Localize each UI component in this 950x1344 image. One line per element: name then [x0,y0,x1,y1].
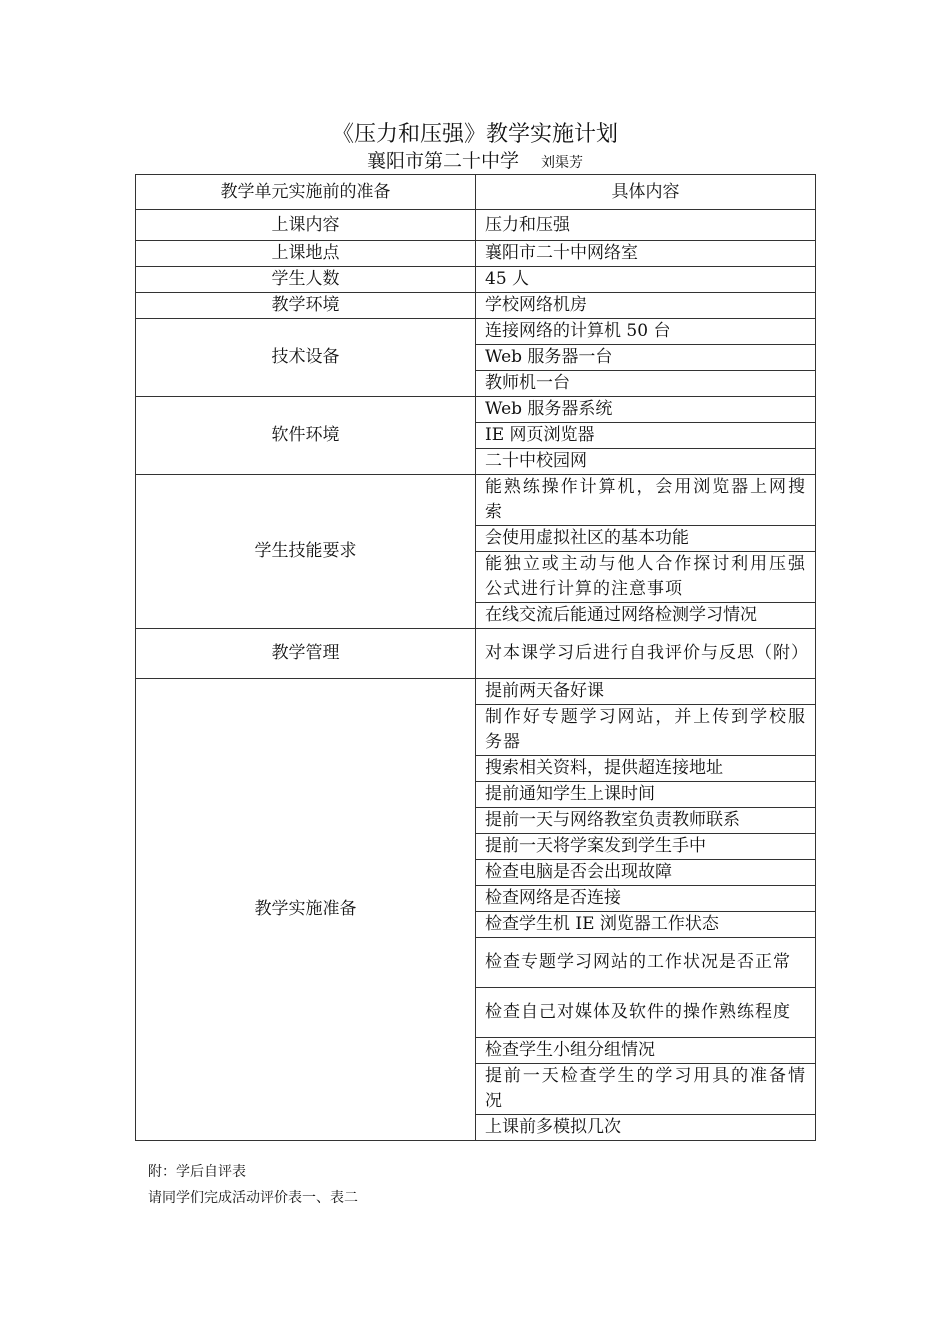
row-item: 45 人 [476,267,816,293]
row-label: 上课地点 [136,241,476,267]
row-label: 学生技能要求 [136,475,476,629]
row-item: 检查学生机 IE 浏览器工作状态 [476,912,816,938]
row-item: 压力和压强 [476,210,816,241]
row-label: 教学实施准备 [136,679,476,1141]
table-row [136,679,816,705]
row-item: 提前一天将学案发到学生手中 [476,834,816,860]
row-label: 学生人数 [136,267,476,293]
document-title: 《压力和压强》教学实施计划 [331,122,618,147]
footer-appendix-note: 附：学后自评表 [148,1164,246,1180]
row-item: 襄阳市二十中网络室 [476,241,816,267]
table-row [136,241,816,267]
row-item: 提前一天与网络教室负责教师联系 [476,808,816,834]
row-label: 软件环境 [136,397,476,475]
row-item: Web 服务器系统 [476,397,816,423]
row-item: 上课前多模拟几次 [476,1115,816,1141]
table-row [136,293,816,319]
row-item: 提前两天备好课 [476,679,816,705]
table-row [136,267,816,293]
table-row [136,210,816,241]
plan-table [135,174,816,1141]
row-item: 制作好专题学习网站，并上传到学校服务器 [476,705,816,756]
table-row [136,475,816,526]
row-item: 连接网络的计算机 50 台 [476,319,816,345]
row-item: 提前通知学生上课时间 [476,782,816,808]
row-item: 能熟练操作计算机，会用浏览器上网搜索 [476,475,816,526]
row-item: 检查电脑是否会出现故障 [476,860,816,886]
row-item: 学校网络机房 [476,293,816,319]
row-item: 检查学生小组分组情况 [476,1038,816,1064]
row-item: 检查专题学习网站的工作状况是否正常 [476,938,816,988]
header-content: 具体内容 [476,175,816,210]
header-preparation: 教学单元实施前的准备 [136,175,476,210]
row-item: 能独立或主动与他人合作探讨利用压强公式进行计算的注意事项 [476,552,816,603]
table-row [136,629,816,679]
author-name: 刘渠芳 [541,155,583,171]
row-item: Web 服务器一台 [476,345,816,371]
footer-instruction: 请同学们完成活动评价表一、表二 [148,1190,358,1206]
row-item: 在线交流后能通过网络检测学习情况 [476,603,816,629]
table-row [136,319,816,345]
row-label: 技术设备 [136,319,476,397]
row-label: 教学管理 [136,629,476,679]
row-item: 二十中校园网 [476,449,816,475]
table-header-row [136,175,816,210]
row-item: 会使用虚拟社区的基本功能 [476,526,816,552]
document-subtitle [0,148,950,176]
row-item: 对本课学习后进行自我评价与反思（附） [476,629,816,679]
row-item: IE 网页浏览器 [476,423,816,449]
row-item: 提前一天检查学生的学习用具的准备情况 [476,1064,816,1115]
row-item: 搜索相关资料，提供超连接地址 [476,756,816,782]
school-name: 襄阳市第二十中学 [366,150,519,172]
row-item: 教师机一台 [476,371,816,397]
table-row [136,397,816,423]
row-item: 检查自己对媒体及软件的操作熟练程度 [476,988,816,1038]
row-label: 教学环境 [136,293,476,319]
row-label: 上课内容 [136,210,476,241]
row-item: 检查网络是否连接 [476,886,816,912]
